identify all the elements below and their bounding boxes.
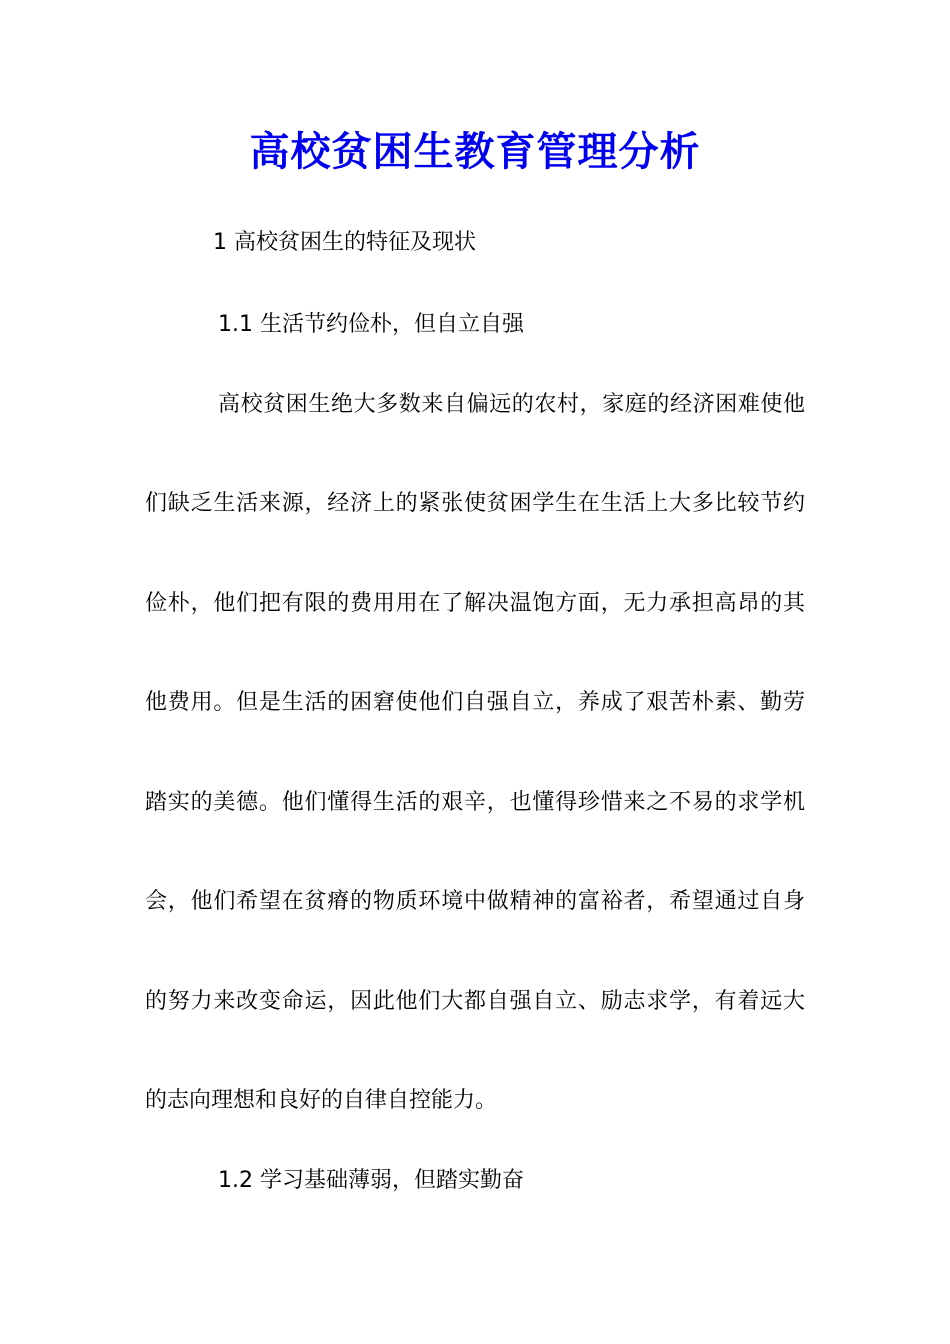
paragraph-line: 他费用。但是生活的困窘使他们自强自立，养成了艰苦朴素、勤劳 [145,690,805,715]
section-heading-1: 1 高校贫困生的特征及现状 [213,230,476,255]
section-heading-1-2: 1.2 学习基础薄弱，但踏实勤奋 [218,1168,524,1193]
paragraph-line: 会，他们希望在贫瘠的物质环境中做精神的富裕者，希望通过自身 [145,889,805,914]
section-heading-1-1: 1.1 生活节约俭朴，但自立自强 [218,312,524,337]
paragraph-line: 高校贫困生绝大多数来自偏远的农村，家庭的经济困难使他 [218,392,805,417]
paragraph-line: 们缺乏生活来源，经济上的紧张使贫困学生在生活上大多比较节约 [145,491,805,516]
paragraph-line: 踏实的美德。他们懂得生活的艰辛，也懂得珍惜来之不易的求学机 [145,790,805,815]
document-title: 高校贫困生教育管理分析 [249,128,701,175]
paragraph-line: 俭朴，他们把有限的费用用在了解决温饱方面，无力承担高昂的其 [145,591,805,616]
paragraph-line: 的努力来改变命运，因此他们大都自强自立、励志求学，有着远大 [145,989,805,1014]
paragraph-line: 的志向理想和良好的自律自控能力。 [145,1088,498,1113]
